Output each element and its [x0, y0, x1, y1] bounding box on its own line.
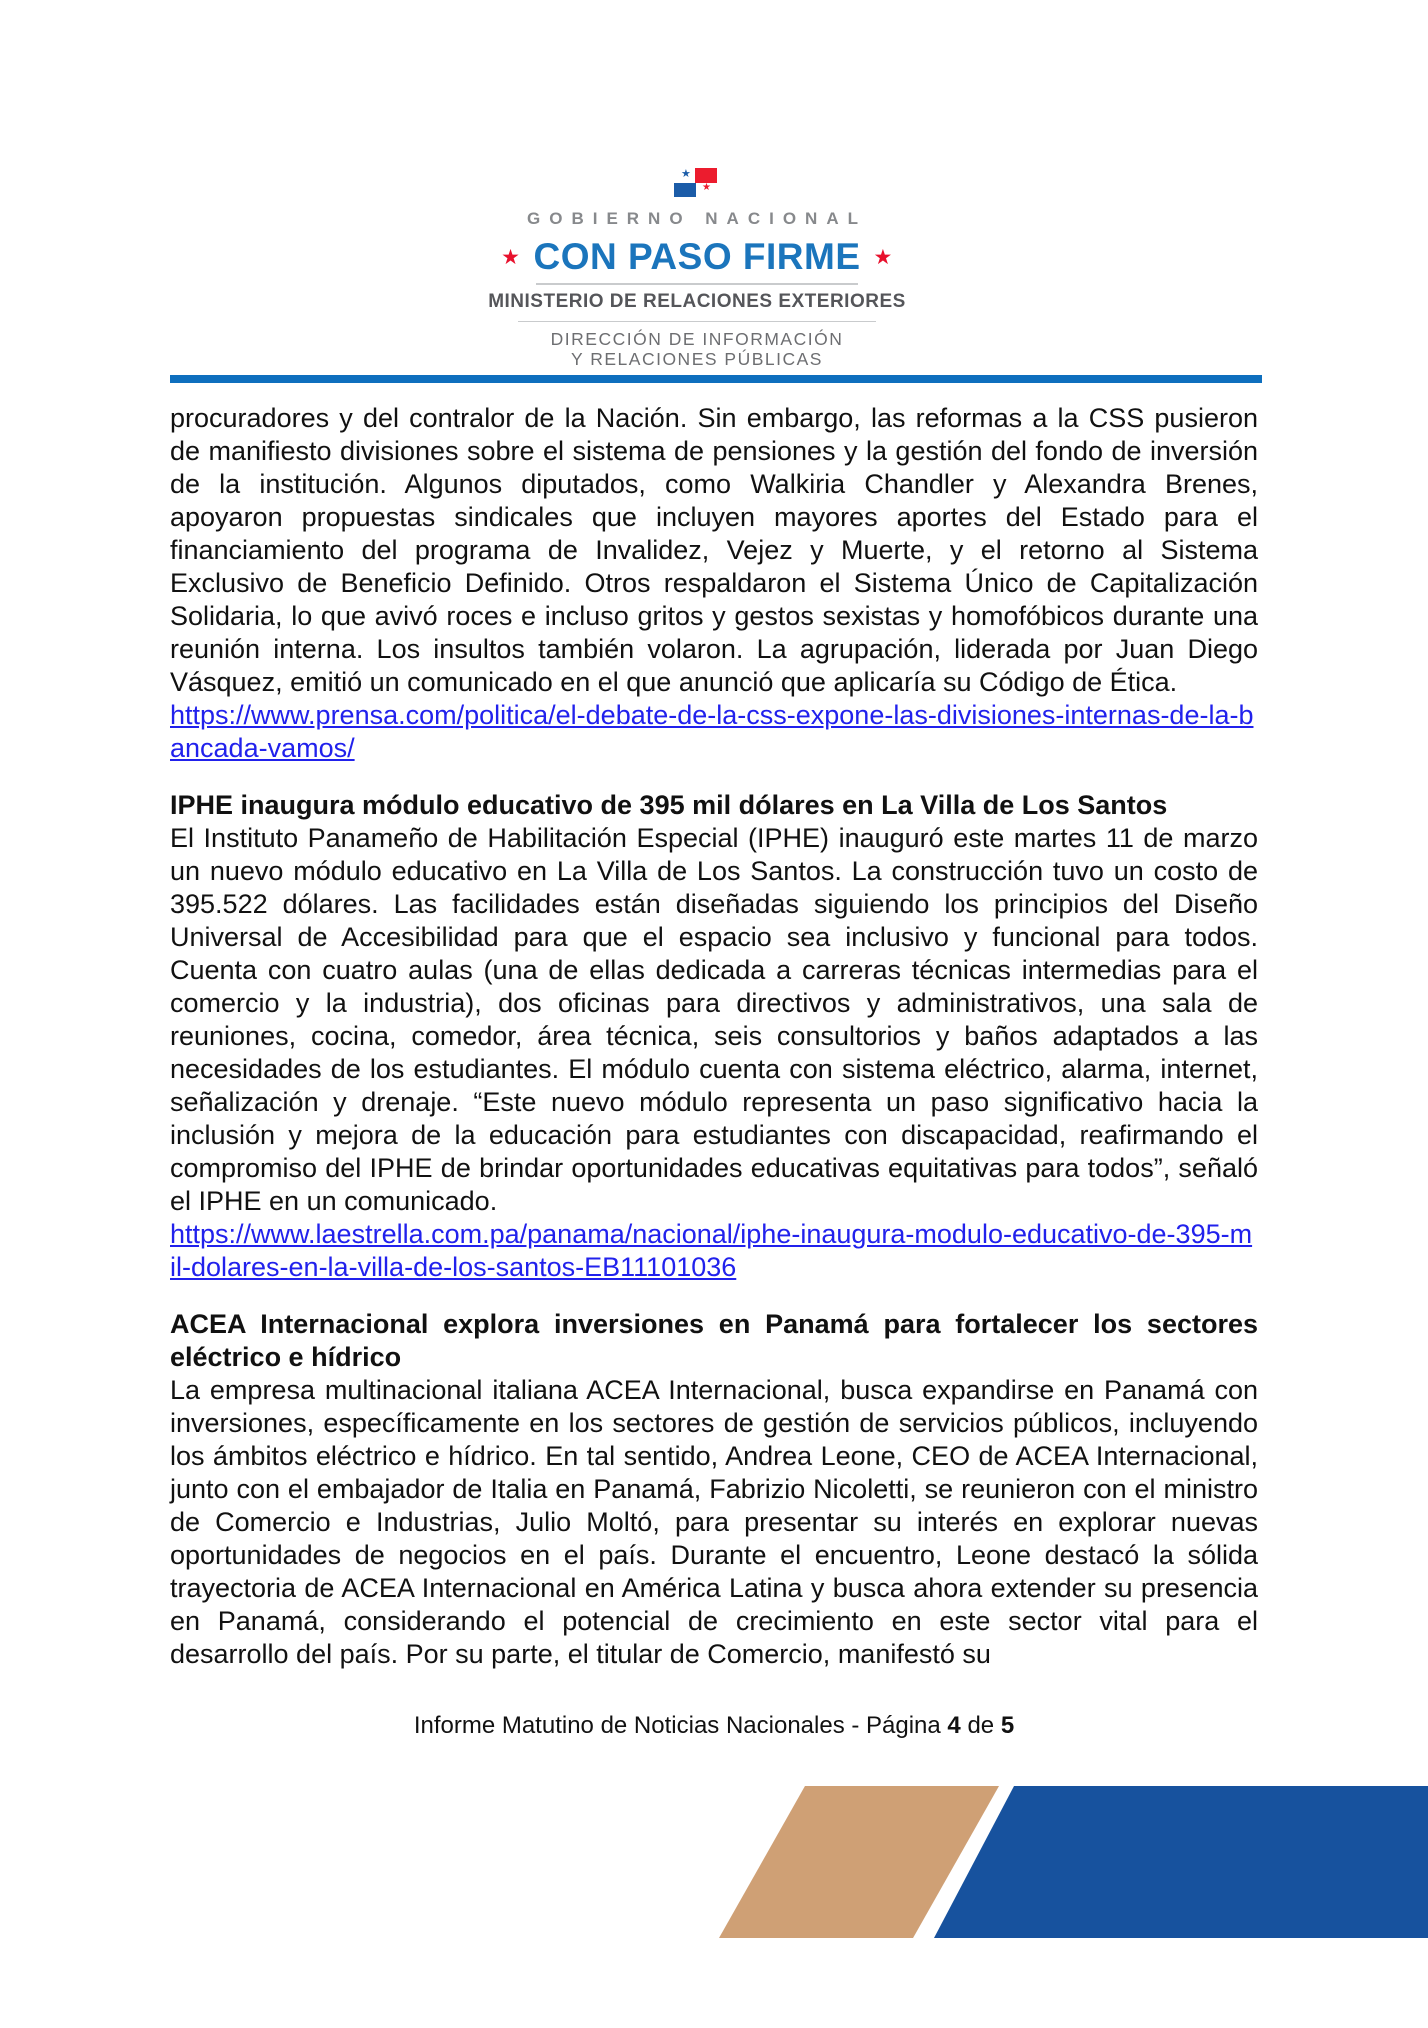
flag-red-quadrant: [695, 168, 717, 183]
page-footer: [0, 1712, 1428, 1740]
flag-blue-star-icon: ★: [681, 168, 691, 180]
news-link-laestrella[interactable]: https://www.laestrella.com.pa/panama/nacional/iphe-inaugura-modulo-educativo-de-395-mil-dolares-en-la-villa-de-los-santos-EB11101036: [170, 1219, 1253, 1282]
news-heading-acea: ACEA Internacional explora inversiones en Panamá para fortalecer los sectores eléctrico e hídrico: [170, 1309, 1258, 1372]
news-heading-iphe: IPHE inaugura módulo educativo de 395 mil dólares en La Villa de Los Santos: [170, 790, 1168, 820]
government-line: GOBIERNO NACIONAL: [527, 209, 867, 228]
slogan-line: [501, 236, 893, 278]
document-body: [170, 402, 1258, 1671]
header-divider: [170, 375, 1262, 383]
body-paragraph-acea: La empresa multinacional italiana ACEA Internacional, busca expandirse en Panamá con inversiones, específicamente en los sectores de gestión de servicios públicos, incluyendo los ámbitos eléctrico e hídrico. En tal sentido, Andrea Leone, CEO de ACEA Internacional, junto con el embajador de Italia en Panamá, Fabrizio Nicoletti, se reunieron con el ministro de Comercio e Industrias, Julio Moltó, para presentar su interés en explorar nuevas oportunidades de negocios en el país. Durante el encuentro, Leone destacó la sólida trayectoria de ACEA Internacional en América Latina y busca ahora extender su presencia en Panamá, considerando el potencial de crecimiento en este sector vital para el desarrollo del país. Por su parte, el titular de Comercio, manifestó su: [170, 1375, 1258, 1669]
footer-label: Informe Matutino de Noticias Nacionales - Página: [413, 1712, 948, 1739]
body-paragraph-iphe: El Instituto Panameño de Habilitación Especial (IPHE) inauguró este martes 11 de marzo un nuevo módulo educativo en La Villa de Los Santos. La construcción tuvo un costo de 395.522 dólares. Las facilidades están diseñadas siguiendo los principios del Diseño Universal de Accesibilidad para que el espacio sea inclusivo y funcional para todos. Cuenta con cuatro aulas (una de ellas dedicada a carreras técnicas intermedias para el comercio y la industria), dos oficinas para directivos y administrativos, una sala de reuniones, cocina, comedor, área técnica, seis consultorios y baños adaptados a las necesidades de los estudiantes. El módulo cuenta con sistema eléctrico, alarma, internet, señalización y drenaje. “Este nuevo módulo representa un paso significativo hacia la inclusión y mejora de la educación para estudiantes con discapacidad, reafirmando el compromiso del IPHE de brindar oportunidades educativas equitativas para todos”, señaló el IPHE en un comunicado.: [170, 823, 1258, 1216]
direction-line-2: Y RELACIONES PÚBLICAS: [571, 349, 823, 369]
footer-of-separator: de: [960, 1712, 1001, 1739]
direction-office: [551, 329, 844, 369]
flag-blue-quadrant: [674, 183, 696, 197]
flag-red-star-icon: ★: [702, 182, 711, 193]
direction-line-1: DIRECCIÓN DE INFORMACIÓN: [550, 329, 844, 349]
star-icon: ★: [873, 245, 893, 269]
ministry-name: MINISTERIO DE RELACIONES EXTERIORES: [488, 291, 906, 312]
star-icon: ★: [501, 245, 521, 269]
panama-flag-icon: [674, 168, 720, 198]
letterhead: [0, 168, 1411, 376]
footer-page-number: 4: [947, 1712, 961, 1739]
news-link-prensa[interactable]: https://www.prensa.com/politica/el-debate-de-la-css-expone-las-divisiones-internas-de-la-bancada-vamos/: [170, 700, 1254, 763]
body-paragraph-css-debate: procuradores y del contralor de la Nación. Sin embargo, las reformas a la CSS pusieron de manifiesto divisiones sobre el sistema de pensiones y la gestión del fondo de inversión de la institución. Algunos diputados, como Walkiria Chandler y Alexandra Brenes, apoyaron propuestas sindicales que incluyen mayores aportes del Estado para el financiamiento del programa de Invalidez, Vejez y Muerte, y el retorno al Sistema Exclusivo de Beneficio Definido. Otros respaldaron el Sistema Único de Capitalización Solidaria, lo que avivó roces e incluso gritos y gestos sexistas y homofóbicos durante una reunión interna. Los insultos también volaron. La agrupación, liderada por Juan Diego Vásquez, emitió un comunicado en el que anunció que aplicaría su Código de Ética.: [170, 403, 1258, 697]
blue-parallelogram: [934, 1786, 1428, 1938]
footer-total-pages: 5: [1000, 1712, 1015, 1739]
slogan-text: CON PASO FIRME: [533, 236, 861, 277]
header-separator-line: [518, 321, 876, 322]
header-separator-line: [536, 283, 858, 285]
